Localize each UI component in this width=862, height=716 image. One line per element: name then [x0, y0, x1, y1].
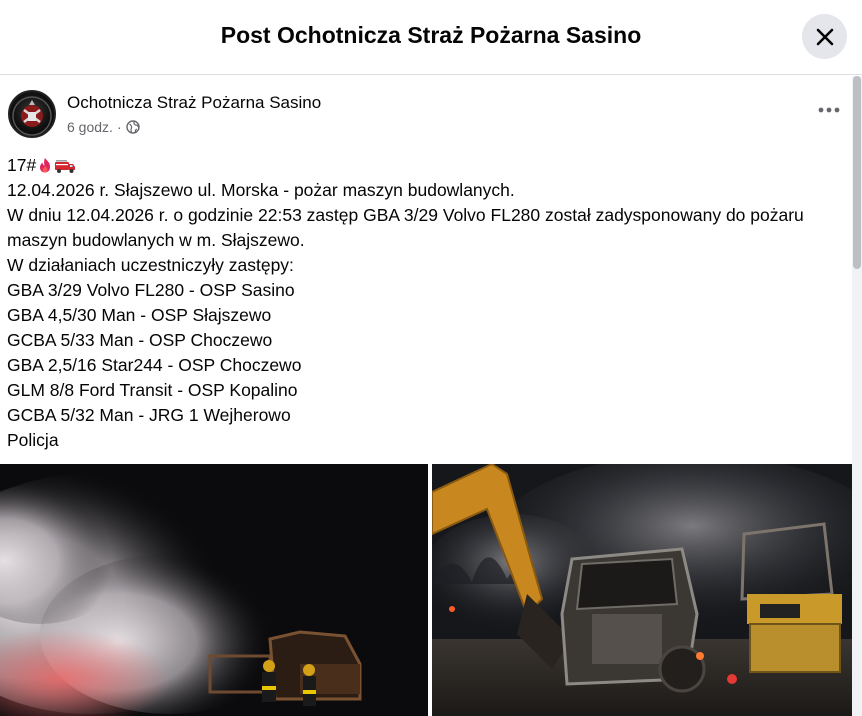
post-text-line: Policja: [7, 430, 59, 450]
post-meta: [67, 119, 140, 135]
post-text-line: [7, 153, 852, 178]
post-text-line: GBA 2,5/16 Star244 - OSP Choczewo: [7, 355, 302, 375]
post-text-line: GBA 4,5/30 Man - OSP Słajszewo: [7, 305, 272, 325]
post: [0, 76, 852, 716]
post-text-line: W działaniach uczestniczyły zastępy:: [7, 255, 294, 275]
post-text-line: 12.04.2026 r. Słajszewo ul. Morska - pożar maszyn budowlanych.: [7, 180, 515, 200]
post-time[interactable]: 6 godz.: [67, 119, 113, 135]
globe-icon[interactable]: [126, 120, 140, 134]
post-text-line: W dniu 12.04.2026 r. o godzinie 22:53 zastęp GBA 3/29 Volvo FL280 został zadysponowany do pożaru maszyn budowlanych w m. Słajszewo.: [7, 205, 804, 250]
close-button[interactable]: [802, 14, 847, 59]
post-text-line: GBA 3/29 Volvo FL280 - OSP Sasino: [7, 280, 295, 300]
page-avatar[interactable]: [8, 90, 56, 138]
scrollbar-thumb[interactable]: [853, 76, 861, 269]
fire-icon: [38, 157, 52, 173]
fire-smoke-photo: [0, 464, 428, 716]
fire-truck-icon: [54, 158, 76, 174]
post-photo-burnt-machines[interactable]: [432, 464, 852, 716]
post-photo-smoke[interactable]: [0, 464, 428, 716]
post-text-line: GCBA 5/32 Man - JRG 1 Wejherowo: [7, 405, 291, 425]
burnt-machines-photo: [432, 464, 852, 716]
post-text-line: GCBA 5/33 Man - OSP Choczewo: [7, 330, 273, 350]
dialog-title: Post Ochotnicza Straż Pożarna Sasino: [220, 22, 642, 48]
post-author[interactable]: Ochotnicza Straż Pożarna Sasino: [67, 93, 322, 112]
scrollbar[interactable]: [852, 76, 862, 716]
post-photos: [0, 464, 852, 716]
post-text: [7, 153, 852, 453]
meta-separator: ·: [116, 119, 122, 135]
post-number: 17#: [7, 155, 37, 175]
dialog-header: [0, 0, 862, 75]
more-options-button[interactable]: [812, 98, 846, 122]
close-icon: [814, 26, 836, 48]
more-horizontal-icon: [818, 107, 840, 113]
fire-brigade-logo-icon: [10, 92, 56, 138]
post-text-line: GLM 8/8 Ford Transit - OSP Kopalino: [7, 380, 298, 400]
